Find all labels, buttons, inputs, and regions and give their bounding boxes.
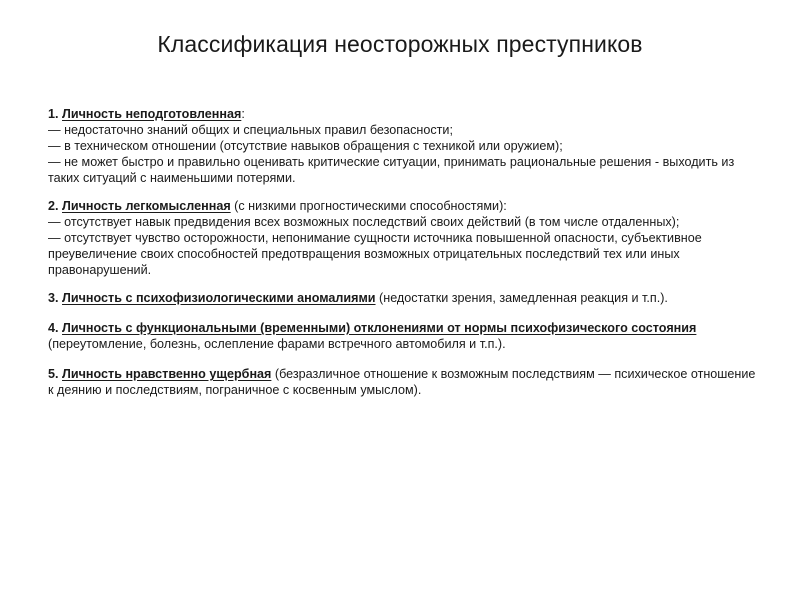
section-2-heading-line [48, 198, 760, 214]
section-3-heading: Личность с психофизиологическими аномалиями [62, 291, 376, 305]
section-3 [48, 290, 760, 306]
section-4-number: 4. [48, 321, 59, 335]
section-1-bullet-2: — в техническом отношении (отсутствие навыков обращения с техникой или оружием); [48, 139, 563, 153]
section-2-bullet-1: — отсутствует навык предвидения всех возможных последствий своих действий (в том числе отдаленных); [48, 215, 680, 229]
section-1-bullet-1: — недостаточно знаний общих и специальных правил безопасности; [48, 123, 453, 137]
section-2-heading: Личность легкомысленная [62, 199, 231, 213]
section-2-number: 2. [48, 199, 59, 213]
section-1-bullet-3: — не может быстро и правильно оценивать критические ситуации, принимать рациональные решения - выходить из таких ситуаций с наименьшими потерями. [48, 155, 735, 185]
section-3-number: 3. [48, 291, 59, 305]
section-5-suffix: (безразличное отношение к возможным последствиям — психическое отношение к деянию и последствиям, пограничное с косвенным умыслом). [48, 367, 756, 397]
section-1-heading-line [48, 106, 760, 122]
section-5-heading-line [48, 366, 760, 398]
section-1 [48, 106, 760, 186]
section-4-suffix: (переутомление, болезнь, ослепление фарами встречного автомобиля и т.п.). [48, 337, 506, 351]
section-4-heading: Личность с функциональными (временными) отклонениями от нормы психофизического состояния [62, 321, 697, 335]
section-2-bullet-2: — отсутствует чувство осторожности, непонимание сущности источника повышенной опасности, субъективное преувеличение своих способностей предотвращения возможных отрицательных последствий тех или иных правонарушений. [48, 231, 702, 277]
section-3-suffix: (недостатки зрения, замедленная реакция и т.п.). [375, 291, 668, 305]
section-5-number: 5. [48, 367, 59, 381]
section-3-heading-line [48, 290, 760, 306]
section-5-heading: Личность нравственно ущербная [62, 367, 272, 381]
section-4-heading-line [48, 320, 760, 352]
section-1-heading: Личность неподготовленная [62, 107, 242, 121]
section-1-suffix: : [241, 107, 245, 121]
section-2-suffix: (с низкими прогностическими способностями): [230, 199, 507, 213]
section-1-number: 1. [48, 107, 59, 121]
slide-title: Классификация неосторожных преступников [157, 31, 643, 57]
section-5 [48, 366, 760, 398]
section-4 [48, 320, 760, 352]
slide-content [48, 106, 760, 410]
section-2 [48, 198, 760, 278]
